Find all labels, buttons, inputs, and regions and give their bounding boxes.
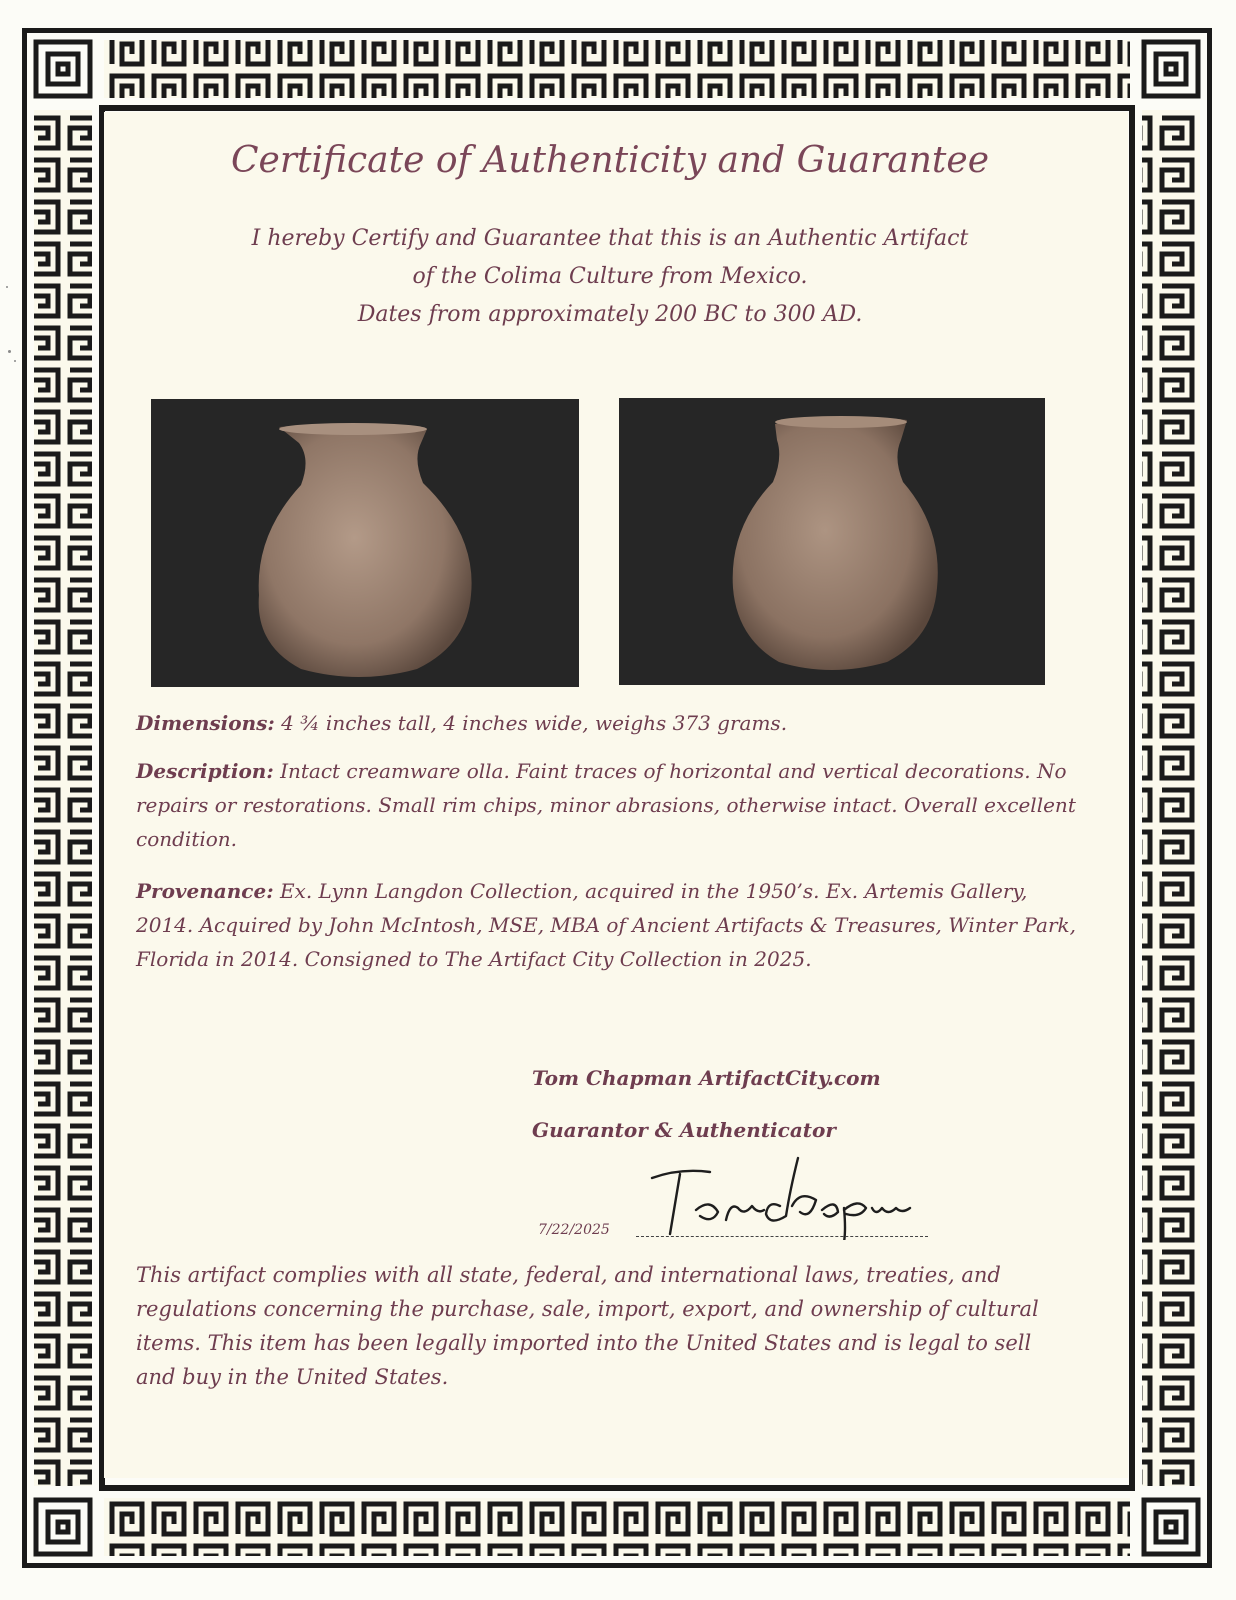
scan-speck bbox=[6, 286, 8, 288]
intro-line-3: Dates from approximately 200 BC to 300 AD. bbox=[357, 302, 863, 327]
intro-line-2: of the Colima Culture from Mexico. bbox=[412, 264, 808, 289]
scan-speck bbox=[8, 350, 11, 353]
olla-vessel-shape bbox=[733, 417, 938, 670]
signature-date: 7/22/2025 bbox=[538, 1222, 610, 1238]
intro-line-1: I hereby Certify and Guarantee that this is an Authentic Artifact bbox=[251, 226, 969, 251]
dimensions-label: Dimensions: bbox=[136, 711, 275, 735]
description-text: Intact creamware olla. Faint traces of horizontal and vertical decorations. No repairs or restorations. Small rim chips, minor abrasions, otherwise intact. Overall excellent condition. bbox=[136, 759, 1076, 851]
artifact-photo-front bbox=[151, 399, 579, 687]
certificate-title: Certificate of Authenticity and Guarantee bbox=[230, 140, 990, 181]
legal-compliance-paragraph: This artifact complies with all state, federal, and international laws, treaties, and regulations concerning the purchase, sale, import, export, and ownership of cultural items. This item has been legally imported into the United States and is legal to sell and buy in the United States. bbox=[136, 1263, 1039, 1389]
certification-statement bbox=[130, 220, 1090, 334]
dimensions-text: 4 ¾ inches tall, 4 inches wide, weighs 373 grams. bbox=[274, 711, 788, 735]
description-label: Description: bbox=[136, 759, 274, 783]
signer-name: Tom Chapman ArtifactCity.com bbox=[532, 1066, 881, 1090]
description-paragraph bbox=[136, 754, 1076, 856]
olla-vessel-shape bbox=[259, 424, 472, 677]
signature-line bbox=[636, 1236, 928, 1237]
signer-role: Guarantor & Authenticator bbox=[532, 1118, 836, 1142]
handwritten-signature bbox=[640, 1150, 920, 1240]
provenance-paragraph bbox=[136, 874, 1076, 976]
dimensions-paragraph bbox=[136, 706, 1076, 740]
artifact-photo-back bbox=[619, 398, 1045, 685]
scan-speck bbox=[14, 360, 16, 362]
provenance-text: Ex. Lynn Langdon Collection, acquired in the 1950’s. Ex. Artemis Gallery, 2014. Acquired by John McIntosh, MSE, MBA of Ancient Artifacts & Treasures, Winter Park, Florida in 2014. Consigned to The Artifact City Collection in 2025. bbox=[136, 879, 1076, 971]
provenance-label: Provenance: bbox=[136, 879, 274, 903]
